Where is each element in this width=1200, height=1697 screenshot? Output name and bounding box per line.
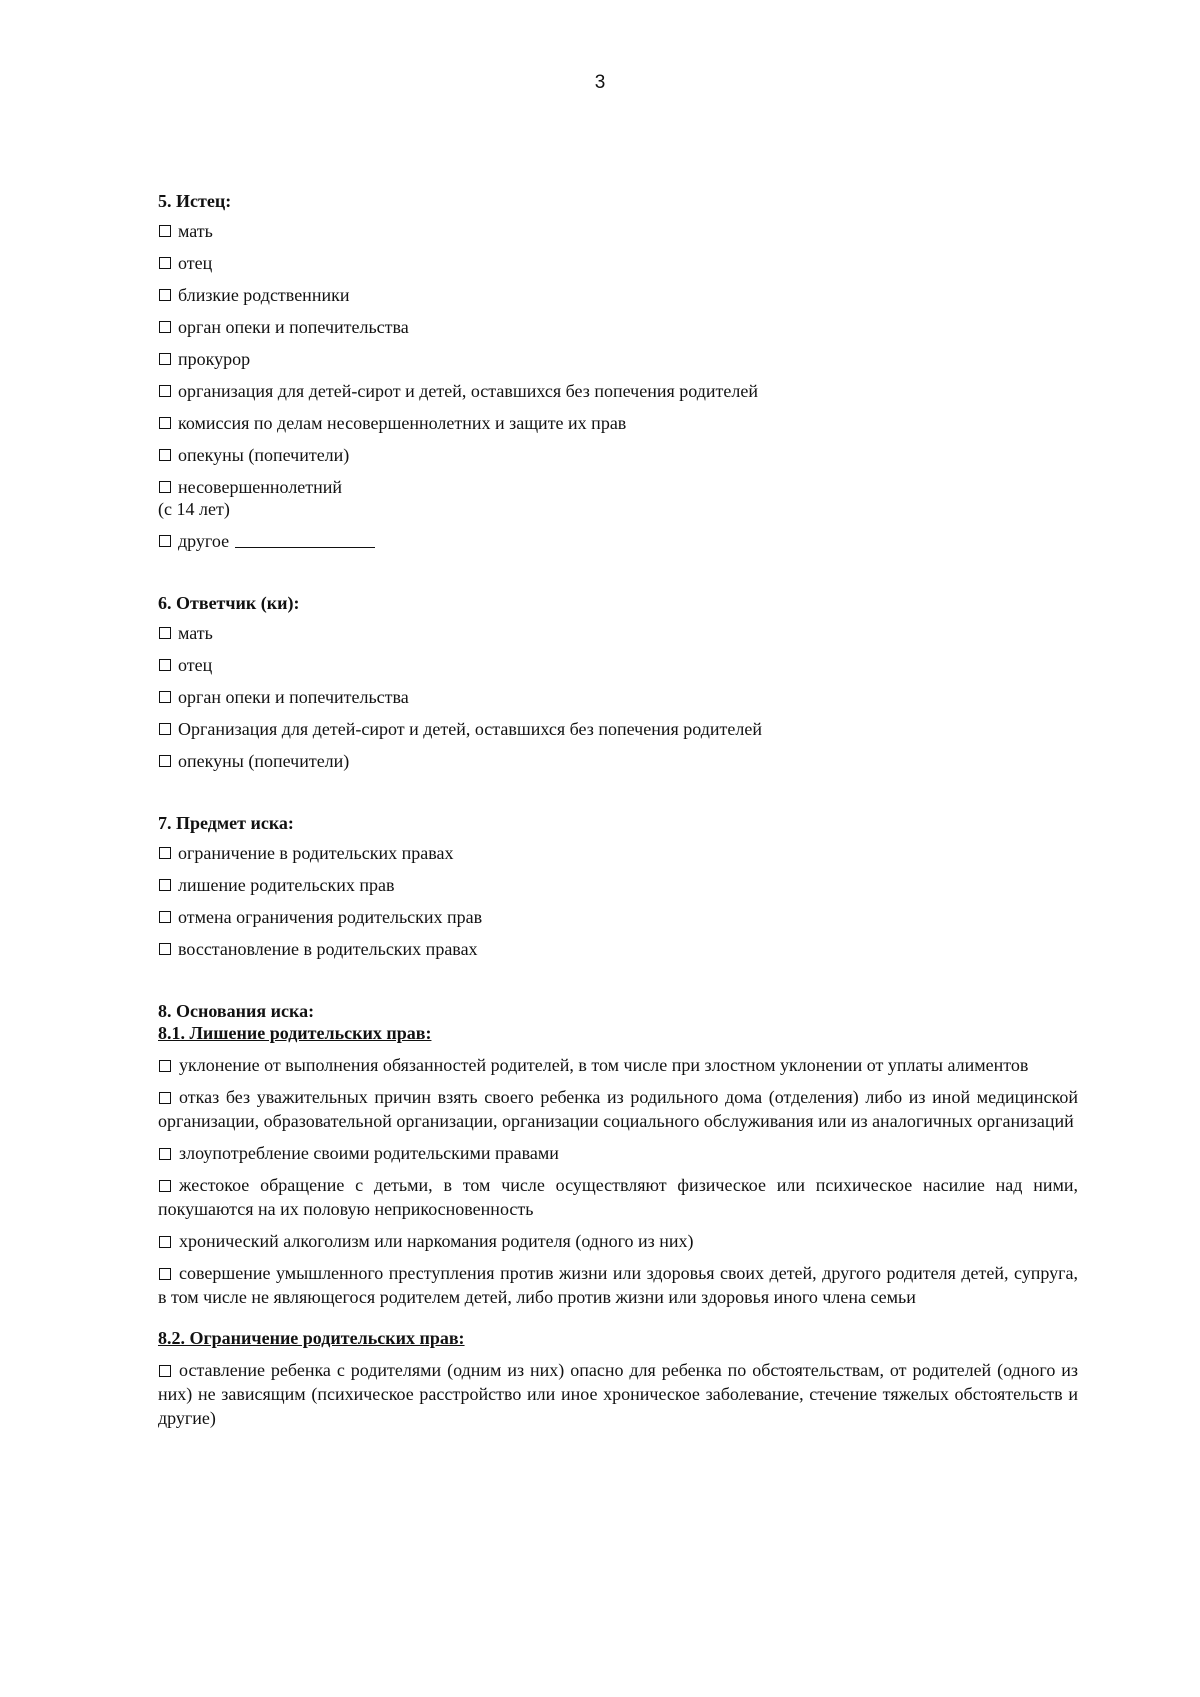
checkbox-icon[interactable]: [159, 353, 171, 365]
option-label: отмена ограничения родительских прав: [178, 907, 483, 927]
option-subject-cancel-restriction[interactable]: [158, 906, 1078, 928]
option-defendant-guardians[interactable]: [158, 750, 1078, 772]
section-defendant: [158, 592, 1078, 772]
ground-restriction-1[interactable]: [158, 1358, 1078, 1430]
option-subject-deprivation[interactable]: [158, 874, 1078, 896]
checkbox-icon[interactable]: [159, 1060, 171, 1072]
other-blank-field[interactable]: [235, 530, 375, 548]
option-label: злоупотребление своими родительскими правами: [179, 1143, 559, 1163]
option-label: жестокое обращение с детьми, в том числе осуществляют физическое или психическое насилие над ними, покушаются на их половую неприкосновенность: [158, 1175, 1078, 1219]
checkbox-icon[interactable]: [159, 535, 171, 547]
option-label: лишение родительских прав: [178, 875, 395, 895]
option-subject-restriction[interactable]: [158, 842, 1078, 864]
option-label: оставление ребенка с родителями (одним из них) опасно для ребенка по обстоятельствам, от родителей (одного из них) не зависящим (психическое расстройство или иное хроническое заболевание, стечение тяжелых обстоятельств и другие): [158, 1360, 1078, 1428]
option-plaintiff-relatives[interactable]: [158, 284, 1078, 306]
option-label: уклонение от выполнения обязанностей родителей, в том числе при злостном уклонении от уплаты алиментов: [179, 1055, 1029, 1075]
section-subject: [158, 812, 1078, 960]
checkbox-icon[interactable]: [159, 1148, 171, 1160]
checkbox-icon[interactable]: [159, 1268, 171, 1280]
option-label: другое: [178, 531, 230, 551]
checkbox-icon[interactable]: [159, 911, 171, 923]
checkbox-icon[interactable]: [159, 691, 171, 703]
checkbox-icon[interactable]: [159, 627, 171, 639]
option-label: несовершеннолетний: [178, 477, 343, 497]
section-title: 5. Истец:: [158, 191, 232, 211]
ground-deprivation-5[interactable]: [158, 1229, 1078, 1253]
checkbox-icon[interactable]: [159, 449, 171, 461]
option-plaintiff-father[interactable]: [158, 252, 1078, 274]
checkbox-icon[interactable]: [159, 755, 171, 767]
section-title: 6. Ответчик (ки):: [158, 593, 300, 613]
checkbox-icon[interactable]: [159, 1236, 171, 1248]
section-title: 8. Основания иска:: [158, 1001, 315, 1021]
option-label: прокурор: [178, 349, 251, 369]
option-label: мать: [178, 221, 213, 241]
option-plaintiff-prosecutor[interactable]: [158, 348, 1078, 370]
checkbox-icon[interactable]: [159, 1092, 171, 1104]
option-plaintiff-other[interactable]: [158, 530, 1078, 552]
option-label: опекуны (попечители): [178, 445, 350, 465]
option-plaintiff-orphan-org[interactable]: [158, 380, 1078, 402]
checkbox-icon[interactable]: [159, 289, 171, 301]
option-label: ограничение в родительских правах: [178, 843, 454, 863]
option-label: орган опеки и попечительства: [178, 687, 409, 707]
option-plaintiff-commission[interactable]: [158, 412, 1078, 434]
subsection-title-restriction: 8.2. Ограничение родительских прав:: [158, 1328, 465, 1348]
checkbox-icon[interactable]: [159, 385, 171, 397]
option-label: восстановление в родительских правах: [178, 939, 478, 959]
subsection-title-deprivation: 8.1. Лишение родительских прав:: [158, 1023, 432, 1043]
option-plaintiff-minor[interactable]: [158, 476, 1078, 498]
option-label: комиссия по делам несовершеннолетних и защите их прав: [178, 413, 627, 433]
option-label: совершение умышленного преступления против жизни или здоровья своих детей, другого родителя детей, супруга, в том числе не являющегося родителем детей, либо против жизни или здоровья иного члена семьи: [158, 1263, 1078, 1307]
option-label: орган опеки и попечительства: [178, 317, 409, 337]
option-label: отец: [178, 253, 213, 273]
option-plaintiff-guardians[interactable]: [158, 444, 1078, 466]
minor-age-note: (с 14 лет): [158, 499, 230, 519]
option-label: отказ без уважительных причин взять своего ребенка из родильного дома (отделения) либо из иной медицинской организации, образовательной организации, организации социального обслуживания или из аналогичных организаций: [158, 1087, 1078, 1131]
checkbox-icon[interactable]: [159, 225, 171, 237]
option-subject-restoration[interactable]: [158, 938, 1078, 960]
checkbox-icon[interactable]: [159, 1180, 171, 1192]
checkbox-icon[interactable]: [159, 1365, 171, 1377]
checkbox-icon[interactable]: [159, 847, 171, 859]
option-defendant-orphan-org[interactable]: [158, 718, 1078, 740]
option-plaintiff-guardianship-body[interactable]: [158, 316, 1078, 338]
option-label: опекуны (попечители): [178, 751, 350, 771]
section-title: 7. Предмет иска:: [158, 813, 294, 833]
section-grounds: [158, 1000, 1078, 1430]
checkbox-icon[interactable]: [159, 257, 171, 269]
option-label: мать: [178, 623, 213, 643]
checkbox-icon[interactable]: [159, 417, 171, 429]
option-label: организация для детей-сирот и детей, оставшихся без попечения родителей: [178, 381, 758, 401]
option-label: хронический алкоголизм или наркомания родителя (одного из них): [179, 1231, 694, 1251]
checkbox-icon[interactable]: [159, 943, 171, 955]
checkbox-icon[interactable]: [159, 879, 171, 891]
option-plaintiff-mother[interactable]: [158, 220, 1078, 242]
option-label: отец: [178, 655, 213, 675]
option-defendant-father[interactable]: [158, 654, 1078, 676]
ground-deprivation-1[interactable]: [158, 1053, 1078, 1077]
section-plaintiff: [158, 190, 1078, 552]
option-label: Организация для детей-сирот и детей, оставшихся без попечения родителей: [178, 719, 762, 739]
document-body: [158, 190, 1078, 1438]
checkbox-icon[interactable]: [159, 723, 171, 735]
option-defendant-mother[interactable]: [158, 622, 1078, 644]
option-defendant-guardianship-body[interactable]: [158, 686, 1078, 708]
ground-deprivation-2[interactable]: [158, 1085, 1078, 1133]
ground-deprivation-6[interactable]: [158, 1261, 1078, 1309]
page-number: 3: [594, 72, 606, 93]
ground-deprivation-4[interactable]: [158, 1173, 1078, 1221]
checkbox-icon[interactable]: [159, 481, 171, 493]
checkbox-icon[interactable]: [159, 659, 171, 671]
ground-deprivation-3[interactable]: [158, 1141, 1078, 1165]
option-label: близкие родственники: [178, 285, 350, 305]
checkbox-icon[interactable]: [159, 321, 171, 333]
